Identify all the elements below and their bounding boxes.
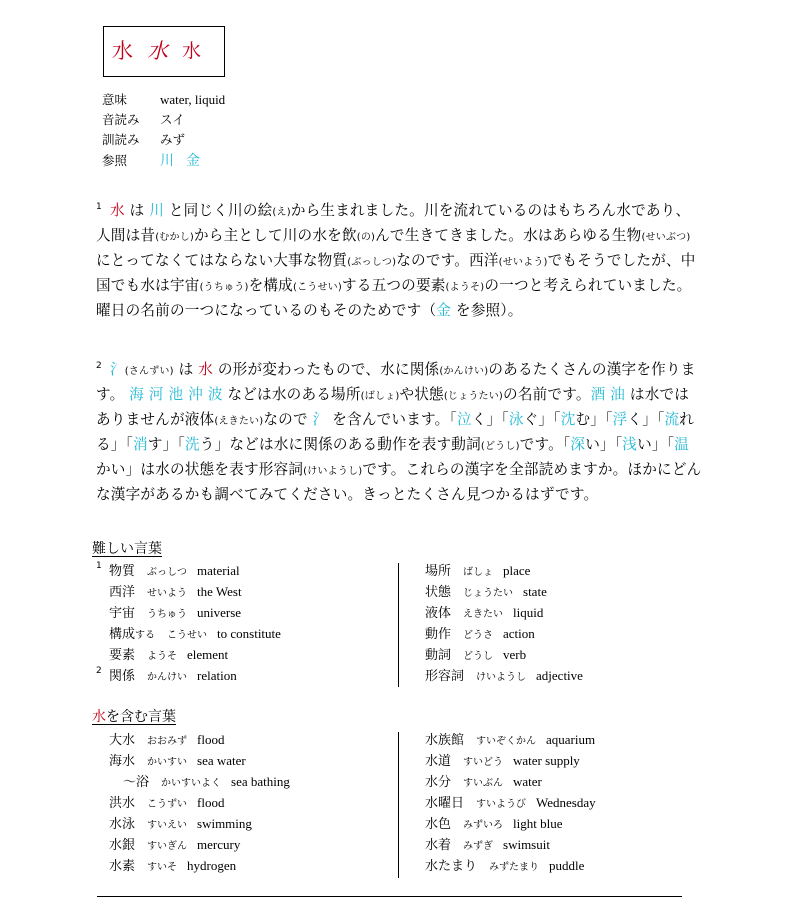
vocab-word: 宇宙 xyxy=(109,606,136,621)
vocab-row xyxy=(109,834,290,855)
kanji-link[interactable]: 池 xyxy=(168,386,184,403)
footnote-mark: 2 xyxy=(96,666,102,676)
text: と同じく川の絵 xyxy=(168,202,273,219)
vocab-row xyxy=(425,560,583,581)
kanji-variant-1: 水 xyxy=(112,39,133,63)
text: を構成 xyxy=(248,277,293,294)
vocab-english: the West xyxy=(197,584,242,599)
vocab-row xyxy=(425,855,596,876)
vocab-english: mercury xyxy=(197,837,241,852)
kanji-link[interactable]: 消 xyxy=(133,436,148,453)
kanji-highlight: 水 xyxy=(109,202,125,219)
vocab-reading: すいそ xyxy=(147,862,178,873)
vocab-english: swimsuit xyxy=(503,837,550,852)
meaning-row xyxy=(102,90,225,110)
vocab-reading: じょうたい xyxy=(463,588,514,599)
vocab-row xyxy=(425,771,596,792)
kanji-link[interactable]: 浅 xyxy=(622,436,638,453)
vocab-reading: ぶっしつ xyxy=(147,567,188,578)
vocab-reading: けいようし xyxy=(476,672,527,683)
vocab-reading: うちゅう xyxy=(147,609,188,620)
text: なのです。西洋 xyxy=(396,252,499,269)
vocab-word: 形容詞 xyxy=(425,669,465,684)
vocab-word: 水道 xyxy=(425,754,452,769)
vocab-row xyxy=(109,792,290,813)
text: す」「 xyxy=(147,436,185,453)
vocab-reading: かんけい xyxy=(147,672,188,683)
text: する五つの要素 xyxy=(341,277,446,294)
vocab-english: material xyxy=(197,563,240,578)
text: む」「 xyxy=(575,411,613,428)
reading: (せいぶつ) xyxy=(641,232,691,243)
kanji-link[interactable]: 川 xyxy=(149,202,165,219)
text: を含んでいます。「 xyxy=(332,411,457,428)
kanji-variant-2: 水 xyxy=(147,39,168,63)
reference-link-gold[interactable]: 金 xyxy=(186,153,200,169)
text: でもそうでしたが、中国でも水は宇宙 xyxy=(96,252,696,294)
vocab-reading: こうずい xyxy=(147,799,188,810)
text: を参照）。 xyxy=(455,302,523,319)
reading: (こうせい) xyxy=(292,282,342,293)
column-divider xyxy=(398,563,399,687)
vocab-word: 構成 xyxy=(109,627,136,642)
vocab-row xyxy=(425,792,596,813)
reading: (じょうたい) xyxy=(443,391,504,402)
vocab-row xyxy=(425,644,583,665)
vocab-english: to constitute xyxy=(217,626,281,641)
vocab-english: state xyxy=(523,584,547,599)
kanji-link[interactable]: 酒 xyxy=(590,386,606,403)
kanji-link[interactable]: 金 xyxy=(436,302,452,319)
vocab-english: flood xyxy=(197,795,225,810)
vocab-word: 物質 xyxy=(109,564,136,579)
text: い」「 xyxy=(585,436,623,453)
reading: (ぶっしつ) xyxy=(347,257,397,268)
vocab-word: 動作 xyxy=(425,627,452,642)
vocab-word: 関係 xyxy=(109,669,136,684)
text: にとってなくてはならない大事な物質 xyxy=(96,252,348,269)
vocab-english: place xyxy=(503,563,531,578)
kanji-link[interactable]: 沖 xyxy=(188,386,203,403)
text: です。「 xyxy=(519,436,571,453)
reading: (さんずい) xyxy=(124,366,174,377)
vocab-row xyxy=(425,750,596,771)
text: です。これらの漢字を全部読めますか。ほかにどんな漢字があるかも調べてみてください。きっとたくさん見つかるはずです。 xyxy=(96,461,702,503)
reading: (けいようし) xyxy=(303,466,363,477)
reference-link-river[interactable]: 川 xyxy=(160,153,174,169)
reference-label: 参照 xyxy=(102,153,128,168)
kanji-link[interactable]: 油 xyxy=(610,386,626,403)
vocab-row xyxy=(425,602,583,623)
on-reading-value: スイ xyxy=(160,112,185,127)
kanji-link[interactable]: 波 xyxy=(207,386,223,403)
vocab-word: ～浴 xyxy=(123,775,150,790)
reading: (うちゅう) xyxy=(199,282,249,293)
text: う」などは水に関係のある動作を表す動詞 xyxy=(199,436,481,453)
vocab-word: 水たまり xyxy=(425,859,478,874)
vocab-word: 水泳 xyxy=(109,817,136,832)
vocab-row xyxy=(109,602,281,623)
compounds-title-text: を含む言葉 xyxy=(106,709,176,725)
vocab-row xyxy=(109,729,290,750)
vocab-row xyxy=(109,750,290,771)
vocab-word: 場所 xyxy=(425,564,452,579)
reading: (ばしょ) xyxy=(360,391,400,402)
vocab-english: adjective xyxy=(536,668,583,683)
paragraph-2 xyxy=(96,355,702,506)
vocab-word: 水分 xyxy=(425,775,452,790)
vocab-row xyxy=(96,665,281,686)
kanji-link[interactable]: 洗 xyxy=(184,436,200,453)
reading: (むかし) xyxy=(155,232,194,243)
vocab-english: sea bathing xyxy=(231,774,290,789)
reading: (え) xyxy=(272,207,291,218)
vocab-row xyxy=(425,665,583,686)
vocab-reading: こうせい xyxy=(167,630,208,641)
kanji-variant-3: 水 xyxy=(182,40,202,62)
text: かい」は水の状態を表す形容詞 xyxy=(96,461,304,478)
vocab-row xyxy=(109,623,281,644)
vocab-reading: かいすい xyxy=(147,757,188,768)
vocab-row xyxy=(425,623,583,644)
kanji-link[interactable]: 深 xyxy=(570,436,586,453)
text: は xyxy=(129,202,145,219)
text: い」「 xyxy=(637,436,675,453)
footnote-mark: 1 xyxy=(96,561,102,571)
vocab-english: puddle xyxy=(549,858,585,873)
text: ぐ」「 xyxy=(523,411,561,428)
vocab-english: flood xyxy=(197,732,225,747)
text: く」「 xyxy=(471,411,509,428)
vocab-word: 海水 xyxy=(109,754,136,769)
vocab-english: light blue xyxy=(513,816,563,831)
vocab-english: verb xyxy=(503,647,527,662)
vocab-reading: おおみず xyxy=(147,736,188,747)
reading: (どうし) xyxy=(480,441,520,452)
kun-reading-row xyxy=(102,130,185,150)
vocab-reading: すいようび xyxy=(476,799,527,810)
vocab-english: element xyxy=(187,647,229,662)
vocab-reading: えきたい xyxy=(463,609,504,620)
reading: (の) xyxy=(356,232,376,243)
vocab-word: 水曜日 xyxy=(425,796,465,811)
paragraph-1 xyxy=(96,196,702,322)
on-reading-row xyxy=(102,110,185,130)
kanji-link[interactable]: 氵 xyxy=(109,361,125,378)
vocab-word: 水色 xyxy=(425,817,452,832)
vocab-english: universe xyxy=(197,605,242,620)
vocab-reading: みずいろ xyxy=(463,820,504,831)
vocab-english: hydrogen xyxy=(187,858,237,873)
text: く」「 xyxy=(627,411,665,428)
vocab-row xyxy=(109,813,290,834)
kanji-link[interactable]: 河 xyxy=(148,386,164,403)
vocab-reading: ばしょ xyxy=(463,567,494,578)
text: なので xyxy=(263,411,308,428)
difficult-words-left xyxy=(96,560,281,686)
text: や状態 xyxy=(399,386,444,403)
vocab-row xyxy=(109,581,281,602)
vocab-row xyxy=(96,560,281,581)
compounds-right xyxy=(425,729,596,876)
vocab-row xyxy=(425,834,596,855)
text: れる」「 xyxy=(96,411,695,453)
vocab-english: water xyxy=(513,774,542,789)
vocab-row xyxy=(109,771,290,792)
on-reading-label: 音読み xyxy=(102,112,140,127)
vocab-reading: すいぎん xyxy=(147,841,188,852)
kun-reading-value: みず xyxy=(160,132,186,147)
text: の一つと考えられていました。曜日の名前の一つになっているのもそのためです（ xyxy=(96,277,692,319)
vocab-word: 動詞 xyxy=(425,648,452,663)
reading: (えきたい) xyxy=(214,416,264,427)
kanji-box xyxy=(103,26,225,77)
column-divider xyxy=(398,732,399,878)
vocab-reading: すいどう xyxy=(463,757,504,768)
text: などは水のある場所 xyxy=(227,386,361,403)
vocab-reading: どうし xyxy=(463,651,494,662)
vocab-reading: すいぞくかん xyxy=(476,736,537,747)
vocab-word: 水銀 xyxy=(109,838,136,853)
text: から生まれました。川を流れているのはもちろん水であり、人間は昔 xyxy=(96,202,691,244)
kun-reading-label: 訓読み xyxy=(102,132,140,147)
vocab-reading: せいよう xyxy=(147,588,188,599)
kanji-link[interactable]: 氵 xyxy=(312,411,328,428)
vocab-word: 水族館 xyxy=(425,733,465,748)
paragraph-number: 1 xyxy=(96,202,102,212)
vocab-row xyxy=(425,729,596,750)
vocab-suffix: する xyxy=(135,630,156,641)
vocab-english: liquid xyxy=(513,605,544,620)
vocab-reading: かいすいよく xyxy=(161,778,222,789)
vocab-reading: みずぎ xyxy=(463,841,494,852)
compounds-title xyxy=(92,708,176,726)
vocab-english: swimming xyxy=(197,816,252,831)
text: の名前です。 xyxy=(503,386,591,403)
kanji-link[interactable]: 流 xyxy=(664,411,680,428)
vocab-row xyxy=(109,855,290,876)
vocab-word: 液体 xyxy=(425,606,452,621)
reference-row xyxy=(102,151,212,171)
vocab-word: 洪水 xyxy=(109,796,136,811)
vocab-english: aquarium xyxy=(546,732,596,747)
vocab-reading: どうさ xyxy=(463,630,494,641)
text: んで生きてきました。水はあらゆる生物 xyxy=(375,227,642,244)
kanji-link[interactable]: 温 xyxy=(674,436,689,453)
text: から主として川の水を飲 xyxy=(194,227,357,244)
reading: (せいよう) xyxy=(498,257,548,268)
kanji-link[interactable]: 泣 xyxy=(456,411,472,428)
compounds-title-kanji: 水 xyxy=(92,709,106,725)
vocab-word: 水素 xyxy=(109,859,136,874)
reading: (ようそ) xyxy=(445,282,485,293)
difficult-words-title: 難しい言葉 xyxy=(92,541,162,557)
compounds-left xyxy=(109,729,290,876)
vocab-english: relation xyxy=(197,668,237,683)
text: は水ではありませんが液体 xyxy=(96,386,690,428)
vocab-word: 要素 xyxy=(109,648,136,663)
meaning-label: 意味 xyxy=(102,92,128,107)
vocab-reading: すいえい xyxy=(147,820,188,831)
difficult-words-right xyxy=(425,560,583,686)
bottom-rule xyxy=(97,896,682,897)
kanji-link[interactable]: 海 xyxy=(129,386,145,403)
vocab-english: sea water xyxy=(197,753,246,768)
vocab-reading: みずたまり xyxy=(489,862,540,873)
vocab-word: 大水 xyxy=(109,733,136,748)
paragraph-number: 2 xyxy=(96,361,102,371)
vocab-word: 西洋 xyxy=(109,585,136,600)
vocab-reading: ようそ xyxy=(147,651,178,662)
vocab-row xyxy=(109,644,281,665)
reading: (かんけい) xyxy=(439,366,489,377)
vocab-english: Wednesday xyxy=(536,795,596,810)
vocab-english: action xyxy=(503,626,535,641)
text: の形が変わったもので、水に関係 xyxy=(217,361,440,378)
vocab-row xyxy=(425,581,583,602)
kanji-link[interactable]: 泳 xyxy=(508,411,524,428)
text: のあるたくさんの漢字を作ります。 xyxy=(96,361,696,403)
kanji-link[interactable]: 沈 xyxy=(560,411,576,428)
kanji-highlight: 水 xyxy=(198,361,214,378)
text: は xyxy=(178,361,194,378)
vocab-english: water supply xyxy=(513,753,580,768)
vocab-word: 水着 xyxy=(425,838,452,853)
kanji-link[interactable]: 浮 xyxy=(612,411,628,428)
vocab-row xyxy=(425,813,596,834)
vocab-reading: すいぶん xyxy=(463,778,504,789)
vocab-word: 状態 xyxy=(425,585,452,600)
meaning-value: water, liquid xyxy=(160,92,226,107)
